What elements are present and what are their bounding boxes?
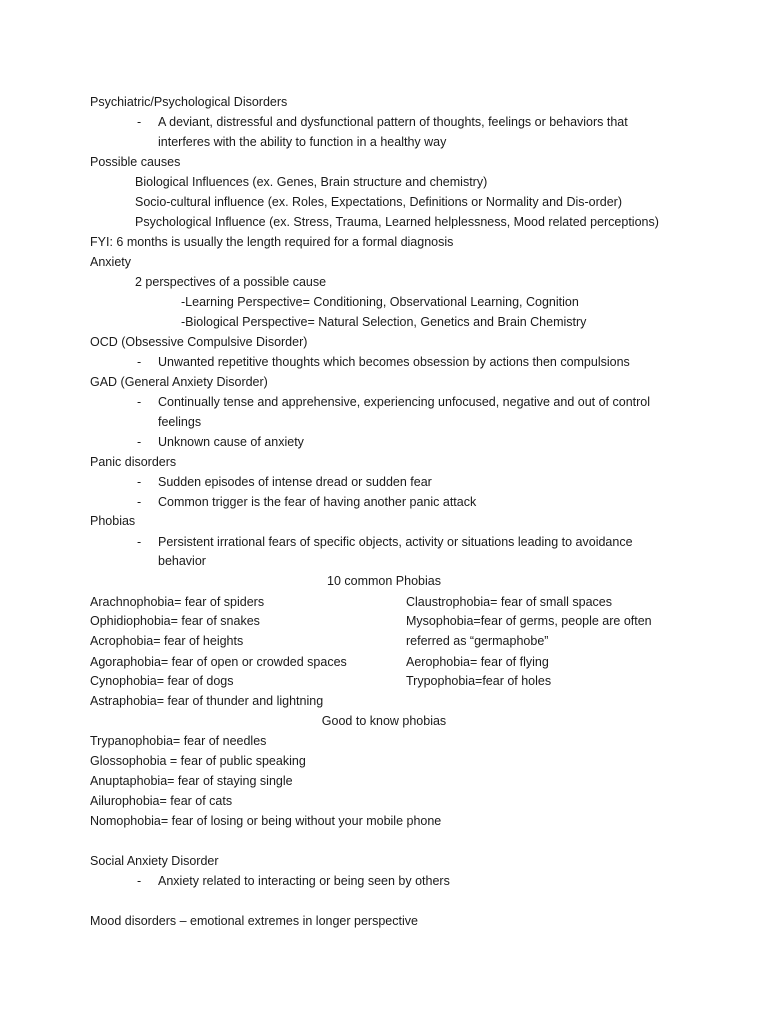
phobia-item: Anuptaphobia= fear of staying single: [90, 774, 293, 788]
mood-heading-line: [0, 911, 768, 931]
good-phobias-heading: Good to know phobias: [321, 714, 447, 728]
gad-item: feelings: [158, 415, 202, 429]
bullet-dash: -: [137, 874, 142, 888]
section-heading: Anxiety: [90, 255, 131, 269]
social-heading-line: [0, 851, 768, 871]
phobias-item-line: [0, 551, 768, 571]
cause-item: Biological Influences (ex. Genes, Brain structure and chemistry): [135, 175, 488, 189]
social-item-line: [0, 871, 768, 891]
ocd-heading-line: [0, 332, 768, 352]
phobia-item: Trypanophobia= fear of needles: [90, 734, 267, 748]
gad-item-line: [0, 432, 768, 452]
anxiety-subheading: 2 perspectives of a possible cause: [135, 275, 327, 289]
section-heading: Social Anxiety Disorder: [90, 854, 219, 868]
perspective-line: [0, 312, 768, 332]
section-heading: OCD (Obsessive Compulsive Disorder): [90, 335, 308, 349]
good-phobia-line: [0, 731, 768, 751]
panic-item: Sudden episodes of intense dread or sudden fear: [158, 475, 432, 489]
phobia-item: Acrophobia= fear of heights: [90, 634, 244, 648]
section-heading: Possible causes: [90, 155, 181, 169]
phobia-item: Trypophobia=fear of holes: [406, 674, 552, 688]
phobia-row: [0, 631, 768, 651]
phobia-item: Ailurophobia= fear of cats: [90, 794, 233, 808]
panic-item: Common trigger is the fear of having another panic attack: [158, 495, 477, 509]
good-heading-line: [0, 711, 768, 731]
section-heading: GAD (General Anxiety Disorder): [90, 375, 268, 389]
fyi-line: [0, 232, 768, 252]
good-phobia-line: [0, 791, 768, 811]
perspective-item: -Biological Perspective= Natural Selection, Genetics and Brain Chemistry: [181, 315, 587, 329]
phobia-item: Aerophobia= fear of flying: [406, 655, 549, 669]
definition-line: [0, 132, 768, 152]
anxiety-sub-line: [0, 272, 768, 292]
section-heading: Phobias: [90, 514, 136, 528]
panic-heading-line: [0, 452, 768, 472]
bullet-dash: -: [137, 435, 142, 449]
phobias-item: Persistent irrational fears of specific objects, activity or situations leading to avoidance: [158, 535, 633, 549]
cause-line: [0, 212, 768, 232]
bullet-dash: -: [137, 355, 142, 369]
gad-item: Continually tense and apprehensive, experiencing unfocused, negative and out of control: [158, 395, 651, 409]
section-heading: Panic disorders: [90, 455, 177, 469]
cause-line: [0, 192, 768, 212]
ocd-item-line: [0, 352, 768, 372]
perspective-line: [0, 292, 768, 312]
section-heading: Psychiatric/Psychological Disorders: [90, 95, 288, 109]
social-item: Anxiety related to interacting or being seen by others: [158, 874, 450, 888]
bullet-dash: -: [137, 115, 142, 129]
heading-line: [0, 92, 768, 112]
phobia-item: Arachnophobia= fear of spiders: [90, 595, 265, 609]
panic-item-line: [0, 472, 768, 492]
phobia-row: [0, 652, 768, 672]
ocd-item: Unwanted repetitive thoughts which becomes obsession by actions then compulsions: [158, 355, 630, 369]
perspective-item: -Learning Perspective= Conditioning, Observational Learning, Cognition: [181, 295, 579, 309]
cause-item: Psychological Influence (ex. Stress, Trauma, Learned helplessness, Mood related perceptions): [135, 215, 659, 229]
good-phobia-line: [0, 771, 768, 791]
definition-line: [0, 112, 768, 132]
bullet-dash: -: [137, 395, 142, 409]
good-phobia-line: [0, 751, 768, 771]
gad-item-line: [0, 412, 768, 432]
phobia-row: [0, 671, 768, 691]
phobia-item: Ophidiophobia= fear of snakes: [90, 614, 260, 628]
cause-item: Socio-cultural influence (ex. Roles, Expectations, Definitions or Normality and Dis-order): [135, 195, 623, 209]
definition-text: A deviant, distressful and dysfunctional pattern of thoughts, feelings or behaviors that: [158, 115, 628, 129]
phobia-item: Agoraphobia= fear of open or crowded spaces: [90, 655, 347, 669]
gad-item: Unknown cause of anxiety: [158, 435, 304, 449]
phobias-item: behavior: [158, 554, 206, 568]
bullet-dash: -: [137, 495, 142, 509]
phobia-item: Nomophobia= fear of losing or being without your mobile phone: [90, 814, 442, 828]
panic-item-line: [0, 492, 768, 512]
phobia-row: [0, 611, 768, 631]
bullet-dash: -: [137, 475, 142, 489]
phobia-item: Astraphobia= fear of thunder and lightning: [90, 694, 324, 708]
gad-item-line: [0, 392, 768, 412]
section-heading: Mood disorders – emotional extremes in longer perspective: [90, 914, 418, 928]
cause-line: [0, 172, 768, 192]
phobias-heading-line: [0, 511, 768, 531]
common-phobias-heading: 10 common Phobias: [327, 574, 441, 588]
phobia-item: Glossophobia = fear of public speaking: [90, 754, 306, 768]
bullet-dash: -: [137, 535, 142, 549]
phobia-item: Claustrophobia= fear of small spaces: [406, 595, 613, 609]
phobia-row: [0, 691, 768, 711]
phobia-item: Cynophobia= fear of dogs: [90, 674, 234, 688]
common-heading-line: [0, 571, 768, 591]
anxiety-heading-line: [0, 252, 768, 272]
causes-heading-line: [0, 152, 768, 172]
good-phobia-line: [0, 811, 768, 831]
phobia-item: Mysophobia=fear of germs, people are often: [406, 614, 652, 628]
definition-text: interferes with the ability to function in a healthy way: [158, 135, 447, 149]
gad-heading-line: [0, 372, 768, 392]
fyi-note: FYI: 6 months is usually the length required for a formal diagnosis: [90, 235, 454, 249]
phobia-row: [0, 592, 768, 612]
phobias-item-line: [0, 532, 768, 552]
phobia-item: referred as “germaphobe”: [406, 634, 549, 648]
